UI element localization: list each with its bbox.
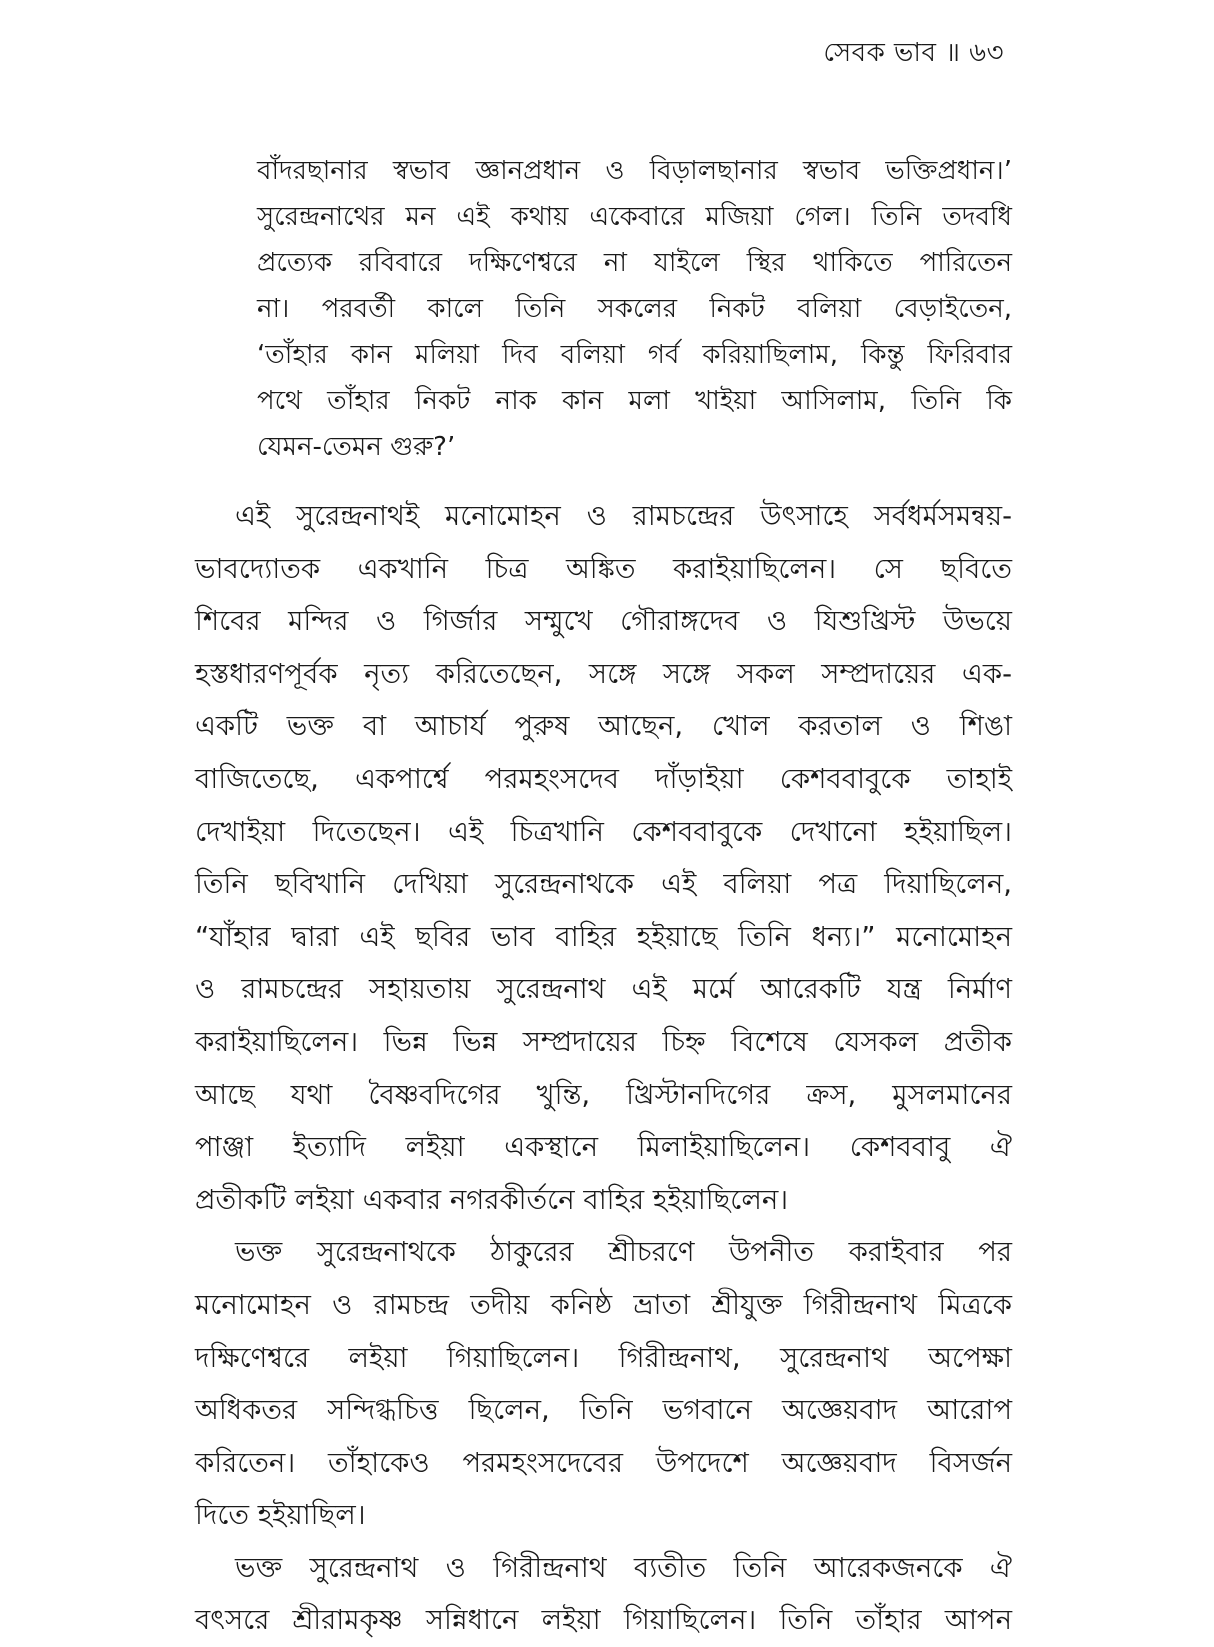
paragraph-line: এই সুরেন্দ্রনাথই মনোমোহন ও রামচন্দ্রের উৎসাহে সর্বধর্মসমন্বয়- <box>235 500 1012 532</box>
quote-line: বাঁদরছানার স্বভাব জ্ঞানপ্রধান ও বিড়ালছানার স্বভাব ভক্তিপ্রধান।’ <box>257 156 1012 186</box>
paragraph-line: আছে যথা বৈষ্ণবদিগের খুন্তি, খ্রিস্টানদিগের ক্রস, মুসলমানের <box>195 1078 1012 1111</box>
paragraph-line: তিনি ছবিখানি দেখিয়া সুরেন্দ্রনাথকে এই বলিয়া পত্র দিয়াছিলেন, <box>195 868 1012 901</box>
block-quote <box>257 148 1012 470</box>
paragraph-line: পাঞ্জা ইত্যাদি লইয়া একস্থানে মিলাইয়াছিলেন। কেশববাবু ঐ <box>195 1131 1012 1164</box>
paragraph-line: দিতে হইয়াছিল। <box>195 1499 366 1532</box>
running-header: সেবক ভাব ॥ ৬৩ <box>823 38 1004 68</box>
paragraph <box>195 1226 1012 1542</box>
quote-line: পথে তাঁহার নিকট নাক কান মলা খাইয়া আসিলাম, তিনি কি <box>257 386 1012 416</box>
paragraph-line: ভক্ত সুরেন্দ্রনাথ ও গিরীন্দ্রনাথ ব্যতীত তিনি আরেকজনকে ঐ <box>235 1551 1012 1584</box>
paragraph-line: প্রতীকটি লইয়া একবার নগরকীর্তনে বাহির হইয়াছিলেন। <box>195 1183 789 1216</box>
quote-line: প্রত্যেক রবিবারে দক্ষিণেশ্বরে না যাইলে স্থির থাকিতে পারিতেন <box>257 248 1012 278</box>
page-content <box>195 148 1012 1647</box>
paragraph-line: হস্তধারণপূর্বক নৃত্য করিতেছেন, সঙ্গে সঙ্গে সকল সম্প্রদায়ের এক- <box>195 657 1012 690</box>
paragraph-line: বাজিতেছে, একপার্শ্বে পরমহংসদেব দাঁড়াইয়া কেশববাবুকে তাহাই <box>195 762 1012 795</box>
paragraph-line: অধিকতর সন্দিগ্ধচিত্ত ছিলেন, তিনি ভগবানে অজ্ঞেয়বাদ আরোপ <box>195 1394 1012 1427</box>
paragraph-line: ভাবদ্যোতক একখানি চিত্র অঙ্কিত করাইয়াছিলেন। সে ছবিতে <box>195 552 1012 585</box>
quote-line: যেমন-তেমন গুরু?’ <box>257 432 456 462</box>
paragraph-line: শিবের মন্দির ও গির্জার সম্মুখে গৌরাঙ্গদেব ও যিশুখ্রিস্ট উভয়ে <box>195 605 1012 638</box>
paragraph-line: ভক্ত সুরেন্দ্রনাথকে ঠাকুরের শ্রীচরণে উপনীত করাইবার পর <box>235 1236 1012 1269</box>
paragraph-line: ও রামচন্দ্রের সহায়তায় সুরেন্দ্রনাথ এই মর্মে আরেকটি যন্ত্র নির্মাণ <box>195 973 1012 1006</box>
paragraph-line: “যাঁহার দ্বারা এই ছবির ভাব বাহির হইয়াছে তিনি ধন্য।” মনোমোহন <box>195 920 1012 953</box>
quote-line: সুরেন্দ্রনাথের মন এই কথায় একেবারে মজিয়া গেল। তিনি তদবধি <box>257 202 1012 232</box>
paragraph <box>195 1542 1012 1647</box>
body-text <box>195 490 1012 1647</box>
quote-line: ‘তাঁহার কান মলিয়া দিব বলিয়া গর্ব করিয়াছিলাম, কিন্তু ফিরিবার <box>257 340 1012 370</box>
paragraph-line: মনোমোহন ও রামচন্দ্র তদীয় কনিষ্ঠ ভ্রাতা শ্রীযুক্ত গিরীন্দ্রনাথ মিত্রকে <box>195 1288 1012 1321</box>
paragraph-line: দক্ষিণেশ্বরে লইয়া গিয়াছিলেন। গিরীন্দ্রনাথ, সুরেন্দ্রনাথ অপেক্ষা <box>195 1341 1012 1374</box>
paragraph <box>195 490 1012 1226</box>
paragraph-line: করিতেন। তাঁহাকেও পরমহংসদেবের উপদেশে অজ্ঞেয়বাদ বিসর্জন <box>195 1446 1012 1479</box>
quote-line: না। পরবর্তী কালে তিনি সকলের নিকট বলিয়া বেড়াইতেন, <box>257 294 1012 324</box>
paragraph-line: বৎসরে শ্রীরামকৃষ্ণ সন্নিধানে লইয়া গিয়াছিলেন। তিনি তাঁহার আপন <box>195 1604 1012 1637</box>
paragraph-line: দেখাইয়া দিতেছেন। এই চিত্রখানি কেশববাবুকে দেখানো হইয়াছিল। <box>195 815 1012 848</box>
paragraph-line: একটি ভক্ত বা আচার্য পুরুষ আছেন, খোল করতাল ও শিঙা <box>195 710 1012 743</box>
paragraph-line: করাইয়াছিলেন। ভিন্ন ভিন্ন সম্প্রদায়ের চিহ্ন বিশেষে যেসকল প্রতীক <box>195 1025 1012 1058</box>
